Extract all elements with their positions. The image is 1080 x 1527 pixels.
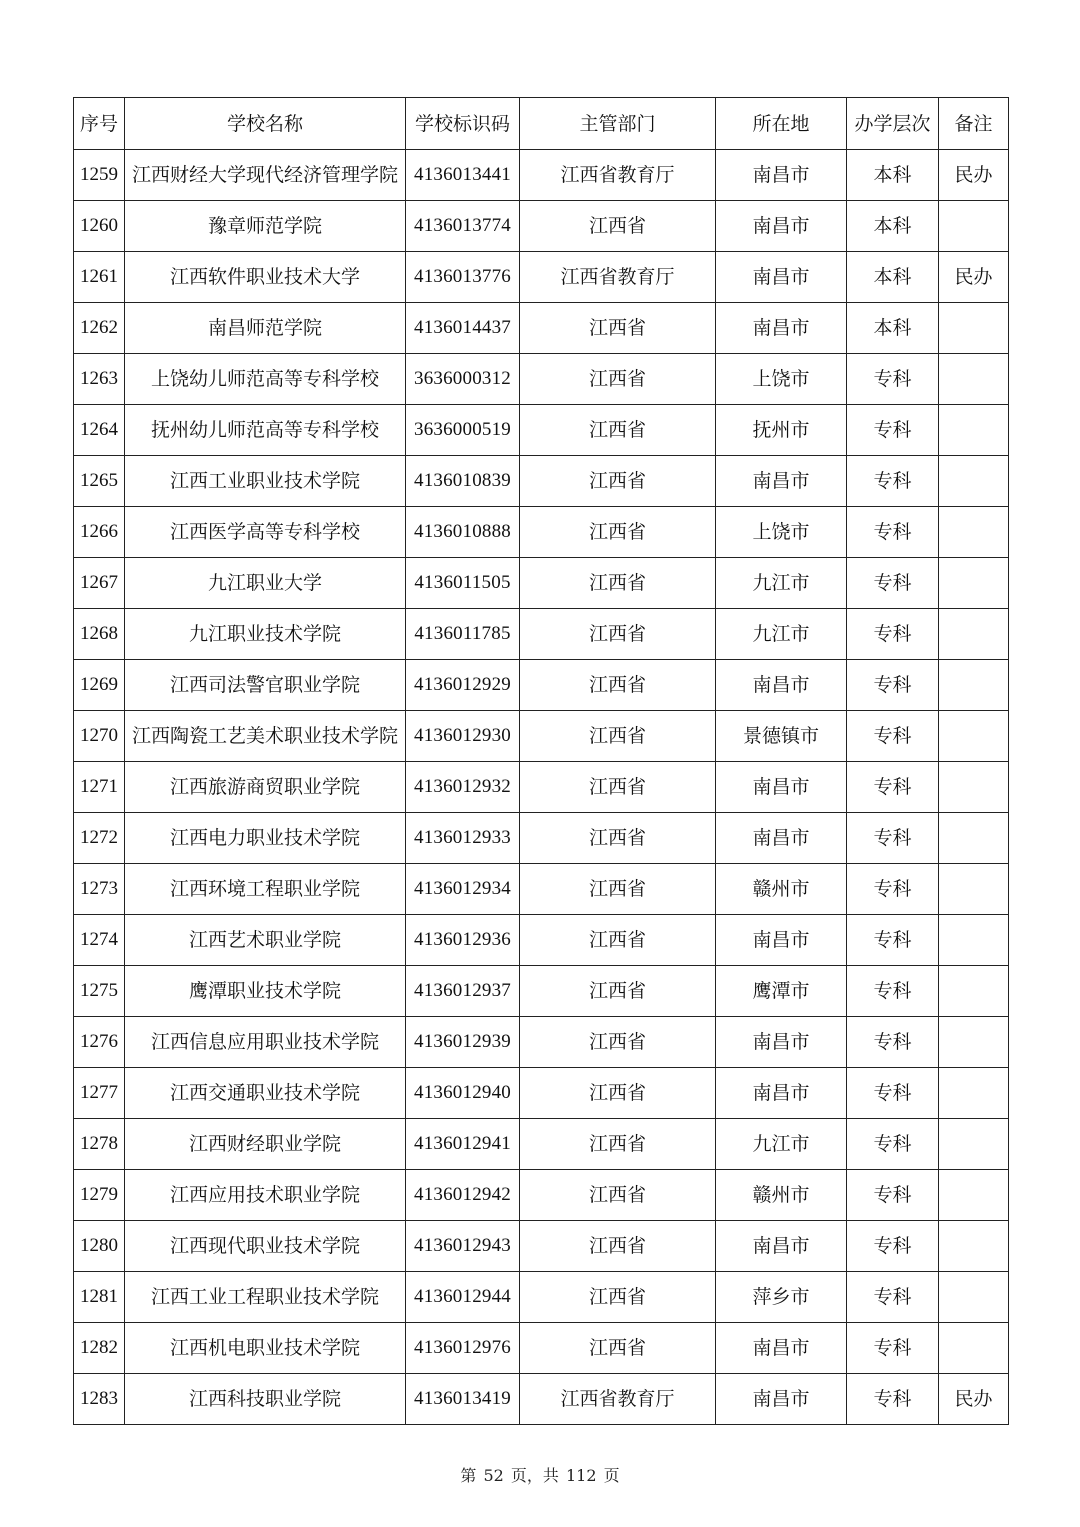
cell-level: 本科 bbox=[847, 150, 939, 201]
header-name: 学校名称 bbox=[125, 98, 406, 150]
cell-note: 民办 bbox=[939, 252, 1009, 303]
cell-note bbox=[939, 507, 1009, 558]
cell-seq: 1279 bbox=[74, 1170, 125, 1221]
cell-seq: 1260 bbox=[74, 201, 125, 252]
cell-school-name: 江西电力职业技术学院 bbox=[125, 813, 406, 864]
cell-level: 专科 bbox=[847, 609, 939, 660]
cell-location: 南昌市 bbox=[716, 1323, 847, 1374]
cell-location: 南昌市 bbox=[716, 201, 847, 252]
cell-seq: 1264 bbox=[74, 405, 125, 456]
cell-school-code: 4136012941 bbox=[406, 1119, 520, 1170]
cell-note: 民办 bbox=[939, 1374, 1009, 1425]
cell-school-name: 江西艺术职业学院 bbox=[125, 915, 406, 966]
cell-authority: 江西省 bbox=[520, 354, 716, 405]
cell-seq: 1277 bbox=[74, 1068, 125, 1119]
cell-location: 南昌市 bbox=[716, 1221, 847, 1272]
cell-authority: 江西省 bbox=[520, 303, 716, 354]
cell-authority: 江西省 bbox=[520, 1170, 716, 1221]
cell-location: 南昌市 bbox=[716, 252, 847, 303]
cell-school-name: 江西应用技术职业学院 bbox=[125, 1170, 406, 1221]
cell-level: 专科 bbox=[847, 1374, 939, 1425]
cell-school-name: 江西现代职业技术学院 bbox=[125, 1221, 406, 1272]
cell-seq: 1261 bbox=[74, 252, 125, 303]
header-seq: 序号 bbox=[74, 98, 125, 150]
cell-seq: 1282 bbox=[74, 1323, 125, 1374]
cell-level: 专科 bbox=[847, 864, 939, 915]
table-row bbox=[74, 1119, 1009, 1170]
cell-note bbox=[939, 405, 1009, 456]
cell-location: 萍乡市 bbox=[716, 1272, 847, 1323]
cell-location: 上饶市 bbox=[716, 354, 847, 405]
cell-location: 九江市 bbox=[716, 558, 847, 609]
cell-level: 专科 bbox=[847, 1170, 939, 1221]
cell-level: 专科 bbox=[847, 507, 939, 558]
cell-school-code: 4136011505 bbox=[406, 558, 520, 609]
table-row bbox=[74, 1221, 1009, 1272]
cell-school-name: 江西交通职业技术学院 bbox=[125, 1068, 406, 1119]
cell-school-name: 江西旅游商贸职业学院 bbox=[125, 762, 406, 813]
cell-school-name: 江西机电职业技术学院 bbox=[125, 1323, 406, 1374]
cell-school-name: 江西财经大学现代经济管理学院 bbox=[125, 150, 406, 201]
cell-level: 专科 bbox=[847, 558, 939, 609]
cell-school-code: 4136012932 bbox=[406, 762, 520, 813]
cell-level: 专科 bbox=[847, 456, 939, 507]
cell-seq: 1266 bbox=[74, 507, 125, 558]
cell-school-name: 江西信息应用职业技术学院 bbox=[125, 1017, 406, 1068]
cell-level: 专科 bbox=[847, 813, 939, 864]
schools-table bbox=[73, 97, 1009, 1425]
cell-school-code: 4136012933 bbox=[406, 813, 520, 864]
table-row bbox=[74, 456, 1009, 507]
cell-authority: 江西省 bbox=[520, 660, 716, 711]
cell-authority: 江西省 bbox=[520, 507, 716, 558]
cell-school-name: 江西工业工程职业技术学院 bbox=[125, 1272, 406, 1323]
cell-note bbox=[939, 1323, 1009, 1374]
cell-seq: 1275 bbox=[74, 966, 125, 1017]
cell-seq: 1259 bbox=[74, 150, 125, 201]
table-row bbox=[74, 660, 1009, 711]
cell-school-code: 4136010888 bbox=[406, 507, 520, 558]
cell-school-name: 九江职业大学 bbox=[125, 558, 406, 609]
cell-authority: 江西省 bbox=[520, 609, 716, 660]
cell-school-code: 4136013441 bbox=[406, 150, 520, 201]
table-row bbox=[74, 150, 1009, 201]
cell-location: 上饶市 bbox=[716, 507, 847, 558]
cell-school-code: 4136012944 bbox=[406, 1272, 520, 1323]
cell-school-code: 4136010839 bbox=[406, 456, 520, 507]
header-code: 学校标识码 bbox=[406, 98, 520, 150]
table-row bbox=[74, 864, 1009, 915]
cell-school-name: 九江职业技术学院 bbox=[125, 609, 406, 660]
table-row bbox=[74, 762, 1009, 813]
cell-school-name: 南昌师范学院 bbox=[125, 303, 406, 354]
cell-note bbox=[939, 456, 1009, 507]
cell-location: 南昌市 bbox=[716, 1017, 847, 1068]
cell-level: 本科 bbox=[847, 303, 939, 354]
header-location: 所在地 bbox=[716, 98, 847, 150]
table-row bbox=[74, 507, 1009, 558]
cell-school-code: 3636000312 bbox=[406, 354, 520, 405]
cell-note bbox=[939, 711, 1009, 762]
cell-location: 鹰潭市 bbox=[716, 966, 847, 1017]
header-level: 办学层次 bbox=[847, 98, 939, 150]
cell-school-name: 抚州幼儿师范高等专科学校 bbox=[125, 405, 406, 456]
cell-note bbox=[939, 558, 1009, 609]
table-row bbox=[74, 711, 1009, 762]
cell-note bbox=[939, 1119, 1009, 1170]
cell-authority: 江西省 bbox=[520, 1119, 716, 1170]
table-body bbox=[74, 150, 1009, 1425]
table-row bbox=[74, 1170, 1009, 1221]
cell-location: 南昌市 bbox=[716, 762, 847, 813]
cell-level: 专科 bbox=[847, 915, 939, 966]
cell-authority: 江西省 bbox=[520, 1221, 716, 1272]
cell-location: 赣州市 bbox=[716, 1170, 847, 1221]
table-row bbox=[74, 405, 1009, 456]
cell-seq: 1269 bbox=[74, 660, 125, 711]
table-row bbox=[74, 558, 1009, 609]
cell-seq: 1267 bbox=[74, 558, 125, 609]
cell-school-name: 江西科技职业学院 bbox=[125, 1374, 406, 1425]
table-row bbox=[74, 354, 1009, 405]
page-number: 第 52 页，共 112 页 bbox=[460, 1466, 620, 1485]
cell-school-code: 4136012976 bbox=[406, 1323, 520, 1374]
cell-school-code: 4136012943 bbox=[406, 1221, 520, 1272]
cell-school-name: 江西司法警官职业学院 bbox=[125, 660, 406, 711]
cell-note bbox=[939, 201, 1009, 252]
cell-location: 南昌市 bbox=[716, 915, 847, 966]
cell-authority: 江西省 bbox=[520, 864, 716, 915]
cell-school-code: 4136013419 bbox=[406, 1374, 520, 1425]
cell-level: 本科 bbox=[847, 201, 939, 252]
cell-location: 南昌市 bbox=[716, 660, 847, 711]
cell-note bbox=[939, 1017, 1009, 1068]
cell-seq: 1263 bbox=[74, 354, 125, 405]
cell-school-name: 江西陶瓷工艺美术职业技术学院 bbox=[125, 711, 406, 762]
cell-school-name: 江西软件职业技术大学 bbox=[125, 252, 406, 303]
cell-seq: 1278 bbox=[74, 1119, 125, 1170]
cell-seq: 1274 bbox=[74, 915, 125, 966]
cell-level: 专科 bbox=[847, 405, 939, 456]
cell-school-code: 4136011785 bbox=[406, 609, 520, 660]
cell-note bbox=[939, 303, 1009, 354]
cell-school-name: 鹰潭职业技术学院 bbox=[125, 966, 406, 1017]
cell-level: 专科 bbox=[847, 1221, 939, 1272]
cell-seq: 1283 bbox=[74, 1374, 125, 1425]
cell-location: 南昌市 bbox=[716, 150, 847, 201]
table-row bbox=[74, 813, 1009, 864]
cell-note bbox=[939, 660, 1009, 711]
cell-school-name: 江西医学高等专科学校 bbox=[125, 507, 406, 558]
cell-seq: 1262 bbox=[74, 303, 125, 354]
cell-level: 专科 bbox=[847, 1119, 939, 1170]
cell-location: 南昌市 bbox=[716, 303, 847, 354]
cell-level: 专科 bbox=[847, 711, 939, 762]
cell-school-code: 4136013774 bbox=[406, 201, 520, 252]
cell-seq: 1281 bbox=[74, 1272, 125, 1323]
table-row bbox=[74, 609, 1009, 660]
table-row bbox=[74, 1323, 1009, 1374]
cell-seq: 1273 bbox=[74, 864, 125, 915]
cell-school-code: 3636000519 bbox=[406, 405, 520, 456]
cell-school-name: 上饶幼儿师范高等专科学校 bbox=[125, 354, 406, 405]
cell-level: 本科 bbox=[847, 252, 939, 303]
table-row bbox=[74, 1272, 1009, 1323]
cell-level: 专科 bbox=[847, 1272, 939, 1323]
cell-note bbox=[939, 915, 1009, 966]
cell-authority: 江西省 bbox=[520, 201, 716, 252]
cell-school-code: 4136012940 bbox=[406, 1068, 520, 1119]
cell-school-code: 4136012934 bbox=[406, 864, 520, 915]
table-row bbox=[74, 966, 1009, 1017]
cell-level: 专科 bbox=[847, 354, 939, 405]
cell-authority: 江西省 bbox=[520, 1068, 716, 1119]
cell-authority: 江西省 bbox=[520, 1323, 716, 1374]
cell-authority: 江西省 bbox=[520, 456, 716, 507]
cell-school-code: 4136013776 bbox=[406, 252, 520, 303]
cell-location: 九江市 bbox=[716, 1119, 847, 1170]
cell-note bbox=[939, 762, 1009, 813]
cell-authority: 江西省 bbox=[520, 1272, 716, 1323]
cell-authority: 江西省 bbox=[520, 558, 716, 609]
cell-school-code: 4136014437 bbox=[406, 303, 520, 354]
cell-school-code: 4136012936 bbox=[406, 915, 520, 966]
cell-authority: 江西省教育厅 bbox=[520, 1374, 716, 1425]
cell-location: 抚州市 bbox=[716, 405, 847, 456]
table-row bbox=[74, 1374, 1009, 1425]
cell-note: 民办 bbox=[939, 150, 1009, 201]
cell-school-code: 4136012939 bbox=[406, 1017, 520, 1068]
cell-location: 赣州市 bbox=[716, 864, 847, 915]
table-row bbox=[74, 303, 1009, 354]
cell-note bbox=[939, 864, 1009, 915]
header-authority: 主管部门 bbox=[520, 98, 716, 150]
cell-location: 景德镇市 bbox=[716, 711, 847, 762]
cell-note bbox=[939, 1272, 1009, 1323]
cell-level: 专科 bbox=[847, 1017, 939, 1068]
cell-seq: 1272 bbox=[74, 813, 125, 864]
cell-location: 南昌市 bbox=[716, 813, 847, 864]
table-row bbox=[74, 1068, 1009, 1119]
header-note: 备注 bbox=[939, 98, 1009, 150]
cell-school-code: 4136012942 bbox=[406, 1170, 520, 1221]
cell-level: 专科 bbox=[847, 762, 939, 813]
cell-school-name: 江西工业职业技术学院 bbox=[125, 456, 406, 507]
table-header-row bbox=[74, 98, 1009, 150]
table-row bbox=[74, 201, 1009, 252]
table-row bbox=[74, 252, 1009, 303]
cell-location: 九江市 bbox=[716, 609, 847, 660]
cell-note bbox=[939, 1068, 1009, 1119]
cell-authority: 江西省 bbox=[520, 966, 716, 1017]
cell-seq: 1268 bbox=[74, 609, 125, 660]
cell-seq: 1270 bbox=[74, 711, 125, 762]
cell-level: 专科 bbox=[847, 660, 939, 711]
cell-location: 南昌市 bbox=[716, 456, 847, 507]
cell-seq: 1280 bbox=[74, 1221, 125, 1272]
cell-note bbox=[939, 813, 1009, 864]
cell-authority: 江西省 bbox=[520, 405, 716, 456]
table-row bbox=[74, 915, 1009, 966]
cell-school-code: 4136012929 bbox=[406, 660, 520, 711]
cell-level: 专科 bbox=[847, 1068, 939, 1119]
cell-school-code: 4136012937 bbox=[406, 966, 520, 1017]
cell-note bbox=[939, 1170, 1009, 1221]
cell-school-name: 江西财经职业学院 bbox=[125, 1119, 406, 1170]
cell-seq: 1271 bbox=[74, 762, 125, 813]
cell-seq: 1265 bbox=[74, 456, 125, 507]
cell-authority: 江西省教育厅 bbox=[520, 252, 716, 303]
cell-authority: 江西省 bbox=[520, 762, 716, 813]
cell-note bbox=[939, 354, 1009, 405]
cell-school-code: 4136012930 bbox=[406, 711, 520, 762]
cell-location: 南昌市 bbox=[716, 1374, 847, 1425]
cell-authority: 江西省 bbox=[520, 813, 716, 864]
cell-school-name: 江西环境工程职业学院 bbox=[125, 864, 406, 915]
cell-seq: 1276 bbox=[74, 1017, 125, 1068]
cell-level: 专科 bbox=[847, 1323, 939, 1374]
cell-authority: 江西省 bbox=[520, 711, 716, 762]
cell-note bbox=[939, 609, 1009, 660]
cell-note bbox=[939, 1221, 1009, 1272]
cell-authority: 江西省 bbox=[520, 1017, 716, 1068]
cell-authority: 江西省教育厅 bbox=[520, 150, 716, 201]
table-row bbox=[74, 1017, 1009, 1068]
cell-level: 专科 bbox=[847, 966, 939, 1017]
cell-location: 南昌市 bbox=[716, 1068, 847, 1119]
cell-authority: 江西省 bbox=[520, 915, 716, 966]
cell-school-name: 豫章师范学院 bbox=[125, 201, 406, 252]
cell-note bbox=[939, 966, 1009, 1017]
